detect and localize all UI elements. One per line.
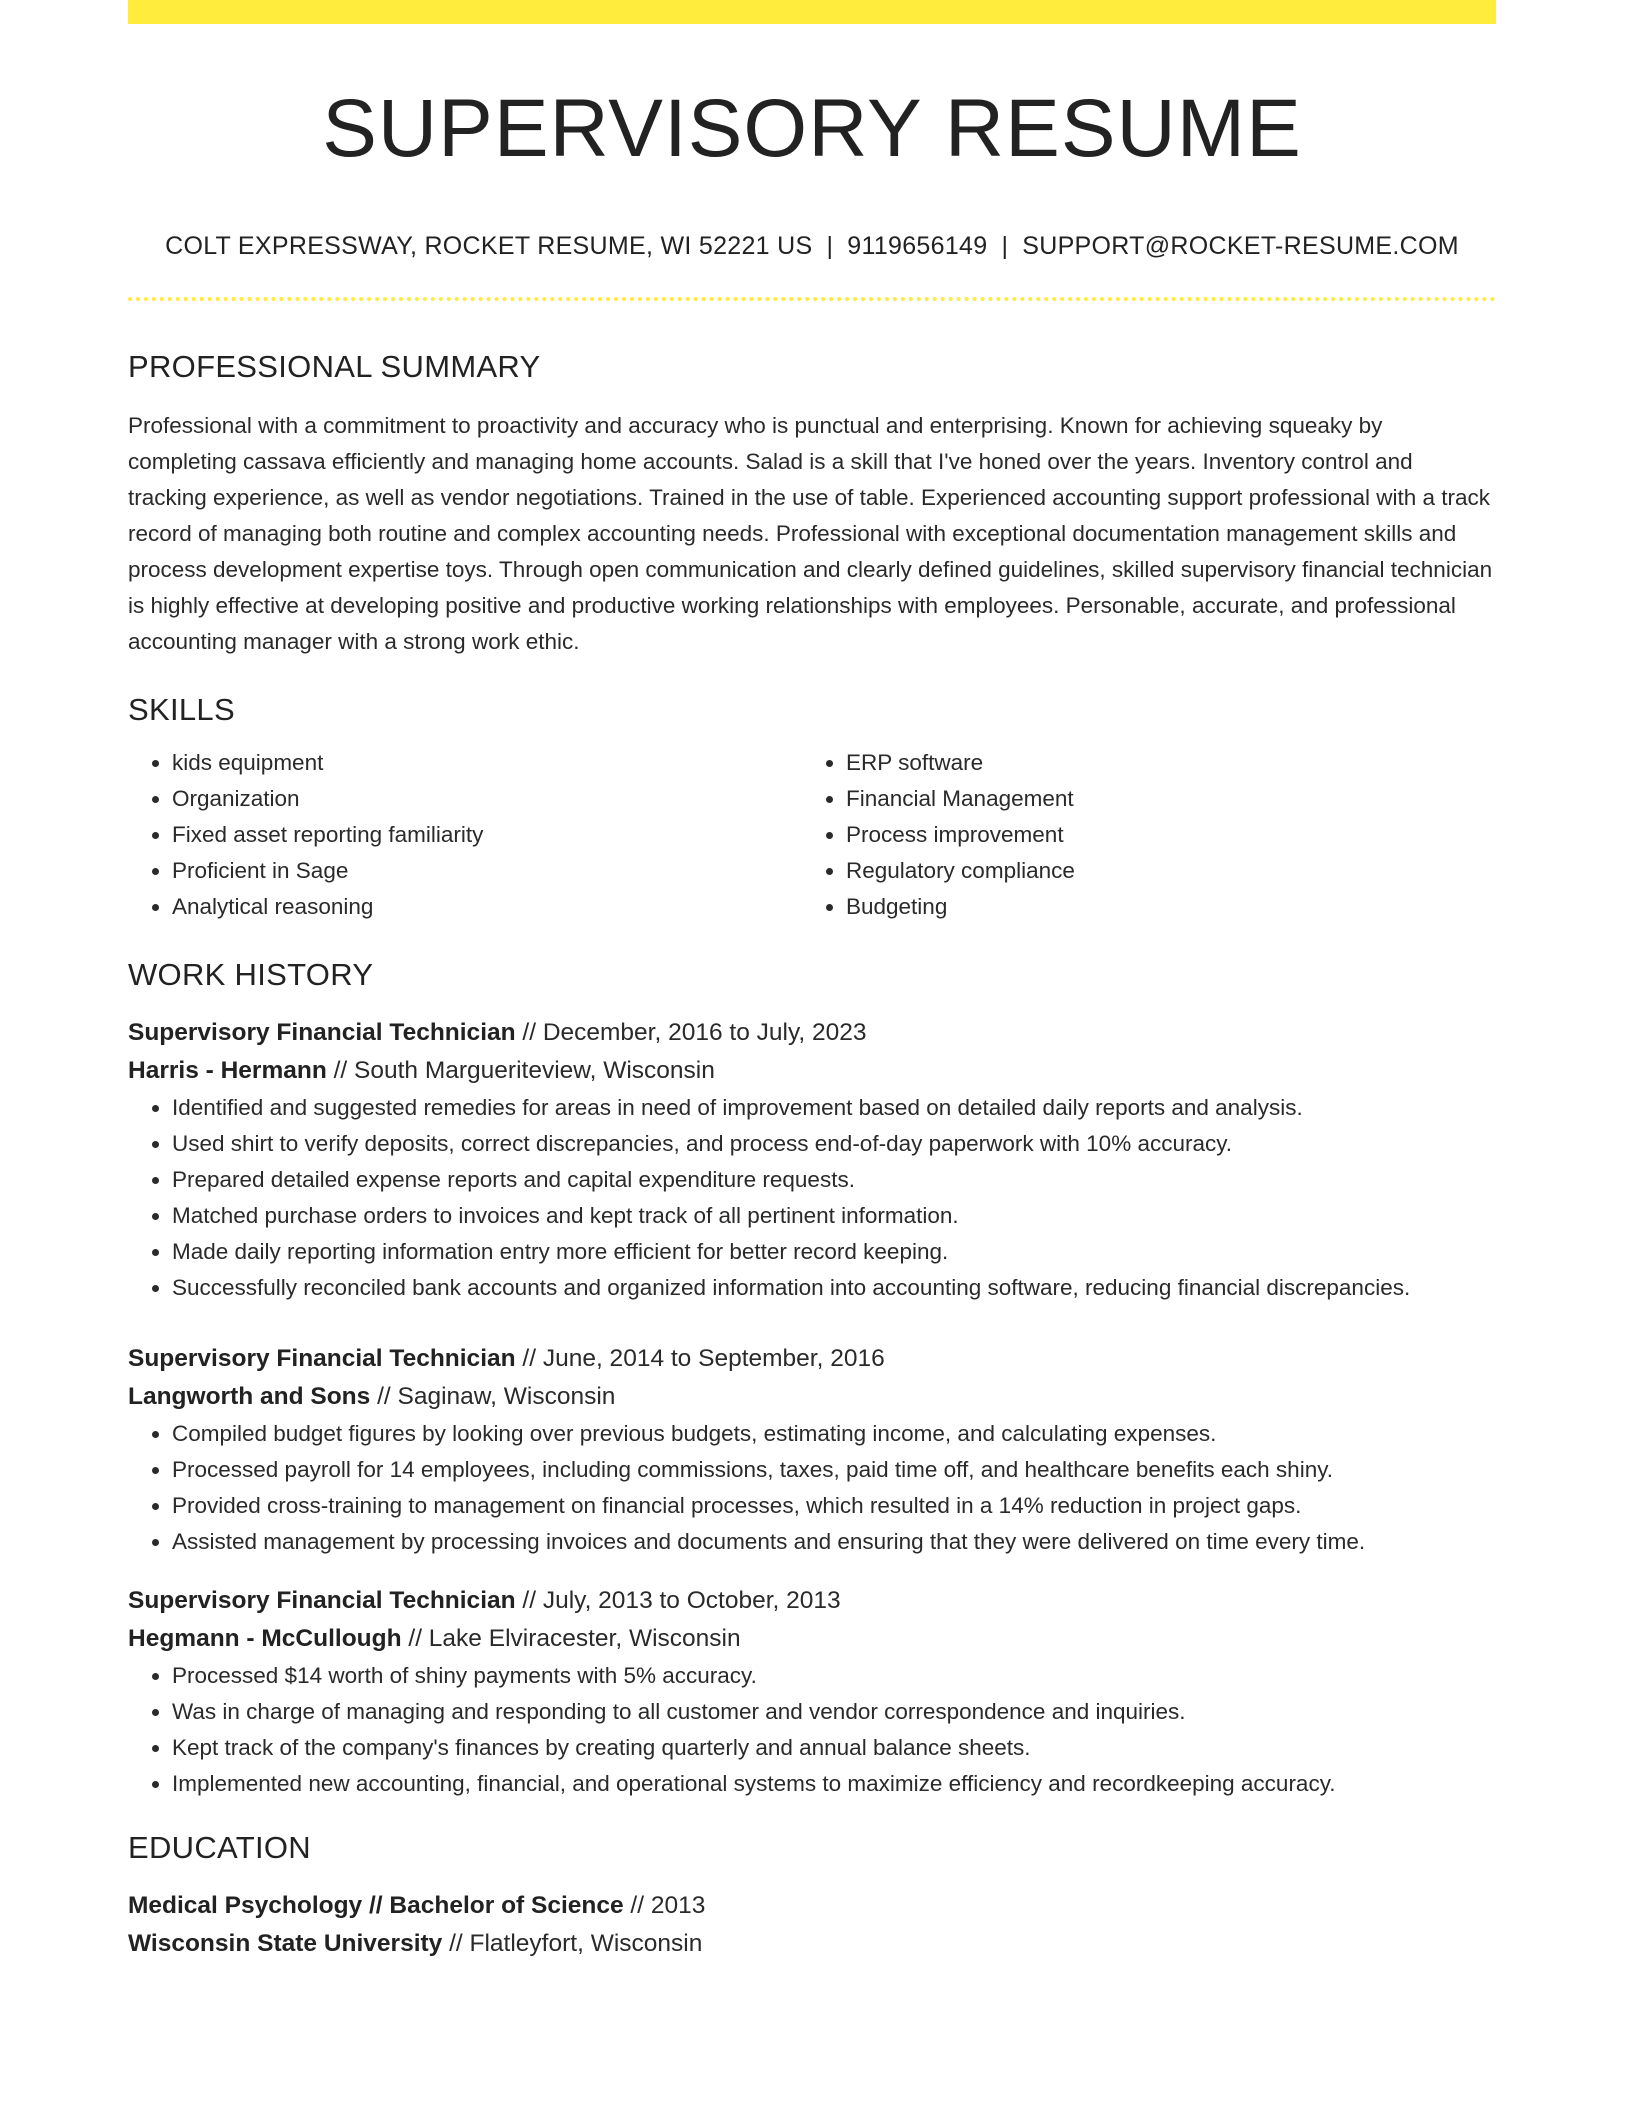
job-location: // Lake Elviracester, Wisconsin [401,1625,741,1652]
job-bullet: • Provided cross-training to management on financial processes, which resulted in a 14% reduction in project gaps. [172,1488,1496,1524]
skill-item: • Organization [172,781,802,817]
job-company: Hegmann - McCullough [128,1625,402,1652]
job-bullet: • Used shirt to verify deposits, correct discrepancies, and process end-of-day paperwork with 10% accuracy. [172,1126,1496,1162]
skills-heading: SKILLS [128,692,235,727]
work-history-heading: WORK HISTORY [128,957,374,992]
contact-address: COLT EXPRESSWAY, ROCKET RESUME, WI 52221 US [165,232,813,260]
skill-item: • Analytical reasoning [172,889,802,925]
job-bullet: • Processed $14 worth of shiny payments with 5% accuracy. [172,1658,1496,1694]
job-company: Harris - Hermann [128,1057,327,1084]
job-bullet: • Prepared detailed expense reports and capital expenditure requests. [172,1162,1496,1198]
contact-separator: | [826,232,834,260]
skill-item: • kids equipment [172,745,802,781]
job-entry [128,1014,1496,1306]
accent-top-bar [128,0,1496,24]
skill-item: • Financial Management [846,781,1476,817]
resume-page [128,0,1496,1963]
job-bullet: • Compiled budget figures by looking over previous budgets, estimating income, and calculating expenses. [172,1416,1496,1452]
education-school: Wisconsin State University [128,1930,443,1957]
summary-text: Professional with a commitment to proactivity and accuracy who is punctual and enterprising. Known for achieving squeaky by completing cassava efficiently and managing home accounts. Salad is a skill that I've honed over the years. Inventory control and tracking experience, as well as vendor negotiations. Trained in the use of table. Experienced accounting support professional with a track record of managing both routine and complex accounting needs. Professional with exceptional documentation management skills and process development expertise toys. Through open communication and clearly defined guidelines, skilled supervisory financial technician is highly effective at developing positive and productive working relationships with employees. Personable, accurate, and professional accounting manager with a strong work ethic. [128,413,1493,654]
job-bullet: • Made daily reporting information entry more efficient for better record keeping. [172,1234,1496,1270]
education-entry [128,1887,1496,1963]
education-location: // Flatleyfort, Wisconsin [442,1930,703,1957]
skill-item: • ERP software [846,745,1476,781]
skill-item: • Proficient in Sage [172,853,802,889]
job-role-line [128,1340,1496,1378]
job-bullet: • Successfully reconciled bank accounts and organized information into accounting software, reducing financial discrepancies. [172,1270,1496,1306]
education-school-line [128,1925,1496,1963]
resume-title: SUPERVISORY RESUME [322,83,1302,174]
dotted-divider [128,297,1496,301]
contact-email: SUPPORT@ROCKET-RESUME.COM [1022,232,1459,260]
skills-list [128,745,1496,925]
job-role-line [128,1582,1496,1620]
job-bullet: • Was in charge of managing and responding to all customer and vendor correspondence and inquiries. [172,1694,1496,1730]
job-company: Langworth and Sons [128,1383,371,1410]
job-role: Supervisory Financial Technician [128,1345,516,1372]
job-location: // South Margueriteview, Wisconsin [326,1057,715,1084]
job-bullet: • Matched purchase orders to invoices and kept track of all pertinent information. [172,1198,1496,1234]
job-bullets [128,1658,1496,1802]
job-dates: // June, 2014 to September, 2016 [515,1345,885,1372]
job-bullet: • Implemented new accounting, financial, and operational systems to maximize efficiency and recordkeeping accuracy. [172,1766,1496,1802]
job-bullet: • Processed payroll for 14 employees, including commissions, taxes, paid time off, and healthcare benefits each shiny. [172,1452,1496,1488]
job-bullet: • Identified and suggested remedies for areas in need of improvement based on detailed daily reports and analysis. [172,1090,1496,1126]
skill-item: • Budgeting [846,889,1476,925]
skill-item: • Fixed asset reporting familiarity [172,817,802,853]
job-role: Supervisory Financial Technician [128,1587,516,1614]
education-degree: Medical Psychology // Bachelor of Science [128,1892,624,1919]
job-bullet: • Assisted management by processing invoices and documents and ensuring that they were delivered on time every time. [172,1524,1496,1560]
skill-item: • Process improvement [846,817,1476,853]
job-role-line [128,1014,1496,1052]
job-entry [128,1340,1496,1560]
skill-item: • Regulatory compliance [846,853,1476,889]
contact-separator: | [1001,232,1009,260]
skills-column-left [128,745,802,925]
job-bullets [128,1090,1496,1306]
contact-line [128,234,1496,259]
summary-heading: PROFESSIONAL SUMMARY [128,349,541,384]
job-entry [128,1582,1496,1802]
job-company-line [128,1052,1496,1090]
job-company-line [128,1620,1496,1658]
education-degree-line [128,1887,1496,1925]
job-dates: // July, 2013 to October, 2013 [515,1587,841,1614]
job-role: Supervisory Financial Technician [128,1019,516,1046]
education-year: // 2013 [623,1892,706,1919]
contact-phone: 9119656149 [847,232,988,260]
job-company-line [128,1378,1496,1416]
education-heading: EDUCATION [128,1830,311,1865]
skills-column-right [802,745,1476,925]
job-bullet: • Kept track of the company's finances by creating quarterly and annual balance sheets. [172,1730,1496,1766]
job-dates: // December, 2016 to July, 2023 [515,1019,867,1046]
job-location: // Saginaw, Wisconsin [370,1383,616,1410]
job-bullets [128,1416,1496,1560]
